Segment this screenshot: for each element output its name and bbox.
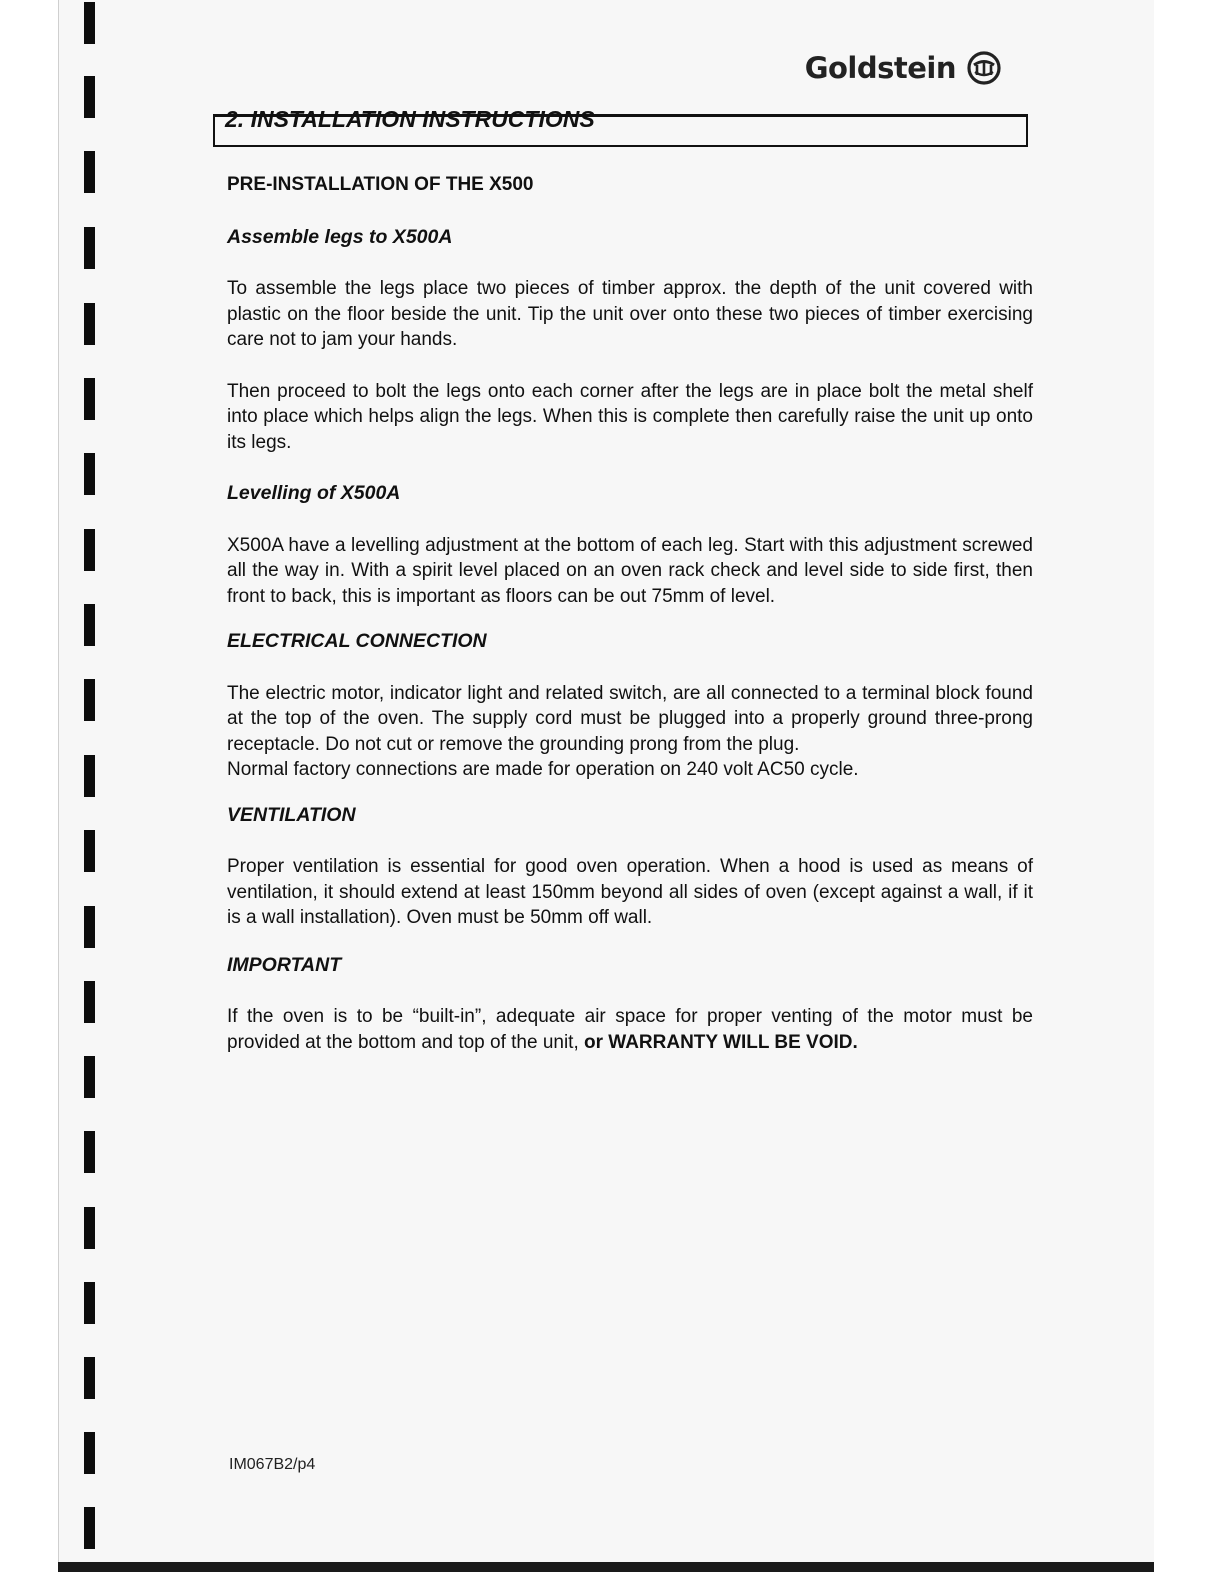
binding-mark	[84, 227, 95, 269]
goldstein-logo-icon	[966, 50, 1002, 86]
electrical-paragraph-2: Normal factory connections are made for operation on 240 volt AC50 cycle.	[227, 759, 859, 780]
important-text: If the oven is to be “built-in”, adequate air space for proper venting of the motor must be provided at the bottom and top of the unit,	[227, 1006, 1033, 1053]
binding-mark	[84, 1357, 95, 1399]
brand-header	[805, 50, 1002, 86]
binding-mark	[84, 679, 95, 721]
levelling-heading: Levelling of X500A	[227, 482, 401, 504]
binding-mark	[84, 303, 95, 345]
binding-mark	[84, 151, 95, 193]
binding-mark	[84, 906, 95, 948]
binding-mark	[84, 1056, 95, 1098]
section-title-box	[213, 106, 1028, 147]
document-code: IM067B2/p4	[229, 1456, 316, 1473]
assemble-legs-heading: Assemble legs to X500A	[227, 225, 453, 248]
warranty-warning: or WARRANTY WILL BE VOID.	[584, 1031, 858, 1053]
electrical-paragraph-1: The electric motor, indicator light and related switch, are all connected to a terminal block found at the top of the oven. The supply cord must be plugged into a properly ground three-prong receptacle. Do not cut or remove the grounding prong from the plug.	[227, 682, 1033, 755]
brand-name: Goldstein	[804, 51, 956, 85]
binding-mark	[84, 755, 95, 797]
binding-mark	[84, 1282, 95, 1324]
levelling-paragraph: X500A have a levelling adjustment at the bottom of each leg. Start with this adjustment screwed all the way in. With a spirit level placed on an oven rack check and level side to side first, then front to back, this is important as floors can be out 75mm of level.	[227, 534, 1033, 607]
binding-mark	[84, 1507, 95, 1549]
binding-mark	[84, 76, 95, 118]
pre-installation-heading: PRE-INSTALLATION OF THE X500	[227, 174, 534, 195]
important-paragraph	[227, 1004, 1033, 1055]
binding-mark	[84, 2, 95, 44]
binding-mark	[84, 378, 95, 420]
binding-mark	[84, 1432, 95, 1474]
binding-mark	[84, 981, 95, 1023]
important-heading: IMPORTANT	[227, 953, 342, 976]
ventilation-paragraph: Proper ventilation is essential for good oven operation. When a hood is used as means of ventilation, it should extend at least 150mm beyond all sides of oven (except against a wall, if it is a wall installation). Oven must be 50mm off wall.	[227, 856, 1033, 928]
page-edge	[58, 0, 59, 1562]
binding-mark	[84, 529, 95, 571]
binding-mark	[84, 604, 95, 646]
binding-mark	[84, 830, 95, 872]
document-body	[227, 172, 1033, 1081]
section-title: 2. INSTALLATION INSTRUCTIONS	[225, 106, 595, 132]
ventilation-heading: VENTILATION	[227, 803, 356, 826]
binding-mark	[84, 1207, 95, 1249]
assemble-paragraph-2: Then proceed to bolt the legs onto each corner after the legs are in place bolt the metal shelf into place which helps align the legs. When this is complete then carefully raise the unit up onto its legs.	[227, 380, 1033, 453]
electrical-heading: ELECTRICAL CONNECTION	[227, 630, 487, 652]
binding-mark	[84, 453, 95, 495]
scan-bottom-edge	[58, 1562, 1154, 1572]
assemble-paragraph-1: To assemble the legs place two pieces of timber approx. the depth of the unit covered with plastic on the floor beside the unit. Tip the unit over onto these two pieces of timber exercising care not to jam your hands.	[227, 278, 1033, 350]
binding-mark	[84, 1131, 95, 1173]
